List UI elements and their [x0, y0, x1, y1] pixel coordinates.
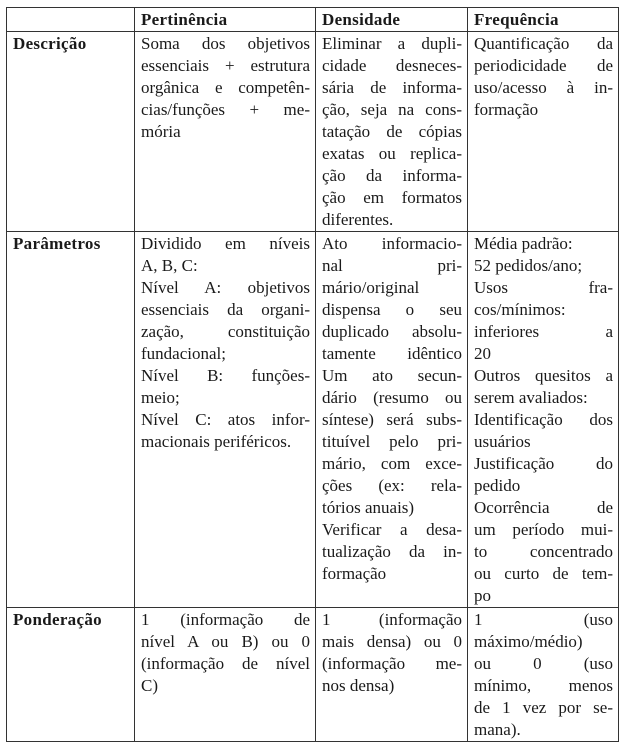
- cell-text-line: dário (resumo ou: [322, 388, 462, 407]
- cell-text-line: C): [141, 676, 158, 695]
- cell-text-line: tituível pelo pri-: [322, 432, 462, 451]
- cell-text-line: Eliminar a dupli-: [322, 34, 462, 53]
- cell-text-line: Ato informacio-: [322, 234, 462, 253]
- cell-text-line: (informação me-: [322, 654, 462, 673]
- column-header-densidade: Densidade: [316, 8, 468, 32]
- cell-text-line: formação: [322, 564, 387, 583]
- cell-text-line: Soma dos objetivos: [141, 34, 310, 53]
- cell-text-line: usuários: [474, 432, 531, 451]
- cell-text-line: essenciais + estrutura: [141, 56, 310, 75]
- cell-text-line: máximo/médio): [474, 632, 583, 651]
- cell-text-line: exatas ou replica-: [322, 144, 462, 163]
- column-header-pertinencia: Pertinência: [135, 8, 316, 32]
- cell-descricao-pertinencia: [135, 32, 316, 232]
- cell-text-line: mais densa) ou 0: [322, 632, 462, 651]
- cell-text-line: sária de informa-: [322, 78, 462, 97]
- corner-cell: [7, 8, 135, 32]
- row-header-descricao: Descrição: [7, 32, 135, 232]
- cell-text-line: Ocorrência de: [474, 498, 613, 517]
- cell-text-line: to concentrado: [474, 542, 613, 561]
- cell-text-line: ções (ex: rela-: [322, 476, 462, 495]
- cell-text-line: Outros quesitos a: [474, 366, 613, 385]
- row-header-parametros: Parâmetros: [7, 232, 135, 608]
- cell-text-line: ção em formatos: [322, 188, 462, 207]
- cell-text-line: síntese) será subs-: [322, 410, 462, 429]
- cell-text-line: tórios anuais): [322, 498, 415, 517]
- row-header-ponderacao: Ponderação: [7, 608, 135, 742]
- table-row-ponderacao: [7, 608, 619, 742]
- cell-text-line: A, B, C:: [141, 256, 198, 275]
- cell-text-line: 1 (informação de: [141, 610, 310, 629]
- cell-text-line: Média padrão:: [474, 234, 573, 253]
- cell-text-line: mínimo, menos: [474, 676, 613, 695]
- cell-parametros-pertinencia: [135, 232, 316, 608]
- cell-text-line: Nível C: atos infor-: [141, 410, 310, 429]
- cell-text-line: Verificar a desa-: [322, 520, 462, 539]
- cell-text-line: ou 0 (uso: [474, 654, 613, 673]
- cell-text-line: 1 (uso: [474, 610, 613, 629]
- cell-text-line: essenciais da organi-: [141, 300, 310, 319]
- cell-text-line: ção, seja na cons-: [322, 100, 462, 119]
- cell-text-line: mário, com exce-: [322, 454, 462, 473]
- cell-text-line: ção da informa-: [322, 166, 462, 185]
- cell-text-line: ou curto de tem-: [474, 564, 613, 583]
- cell-text-line: de 1 vez por se-: [474, 698, 613, 717]
- cell-text-line: tualização da in-: [322, 542, 462, 561]
- cell-text-line: dispensa o seu: [322, 300, 462, 319]
- cell-text-line: zação, constituição: [141, 322, 310, 341]
- cell-text-line: Nível A: objetivos: [141, 278, 310, 297]
- cell-text-line: Identificação dos: [474, 410, 613, 429]
- cell-text-line: uso/acesso à in-: [474, 78, 613, 97]
- cell-text-line: meio;: [141, 388, 180, 407]
- cell-text-line: um período mui-: [474, 520, 613, 539]
- cell-text-line: tatação de cópias: [322, 122, 462, 141]
- cell-ponderacao-frequencia: [468, 608, 619, 742]
- cell-text-line: mória: [141, 122, 181, 141]
- cell-text-line: mana).: [474, 720, 521, 739]
- cell-text-line: cos/mínimos:: [474, 300, 566, 319]
- cell-text-line: Justificação do: [474, 454, 613, 473]
- cell-text-line: 52 pedidos/ano;: [474, 256, 583, 275]
- cell-descricao-densidade: [316, 32, 468, 232]
- table-row-parametros: [7, 232, 619, 608]
- cell-text-line: serem avaliados:: [474, 388, 588, 407]
- cell-text-line: macionais periféricos.: [141, 432, 292, 451]
- cell-text-line: mário/original: [322, 278, 420, 297]
- cell-parametros-densidade: [316, 232, 468, 608]
- cell-parametros-frequencia: [468, 232, 619, 608]
- cell-text-line: Usos fra-: [474, 278, 613, 297]
- cell-text-line: cias/funções + me-: [141, 100, 310, 119]
- cell-ponderacao-densidade: [316, 608, 468, 742]
- cell-text-line: 20: [474, 344, 491, 363]
- cell-text-line: pedido: [474, 476, 521, 495]
- cell-text-line: diferentes.: [322, 210, 394, 229]
- cell-text-line: Quantificação da: [474, 34, 613, 53]
- cell-text-line: nal pri-: [322, 256, 462, 275]
- cell-text-line: nos densa): [322, 676, 395, 695]
- cell-text-line: inferiores a: [474, 322, 613, 341]
- cell-text-line: formação: [474, 100, 539, 119]
- cell-text-line: (informação de nível: [141, 654, 310, 673]
- cell-text-line: orgânica e competên-: [141, 78, 310, 97]
- cell-descricao-frequencia: [468, 32, 619, 232]
- cell-text-line: periodicidade de: [474, 56, 613, 75]
- criteria-table: [6, 7, 619, 742]
- cell-text-line: Nível B: funções-: [141, 366, 310, 385]
- cell-text-line: duplicado absolu-: [322, 322, 462, 341]
- cell-text-line: po: [474, 586, 491, 605]
- cell-text-line: 1 (informação: [322, 610, 462, 629]
- cell-text-line: fundacional;: [141, 344, 226, 363]
- cell-text-line: nível A ou B) ou 0: [141, 632, 310, 651]
- cell-text-line: tamente idêntico: [322, 344, 462, 363]
- cell-text-line: Dividido em níveis: [141, 234, 310, 253]
- cell-text-line: cidade desneces-: [322, 56, 462, 75]
- column-header-frequencia: Frequência: [468, 8, 619, 32]
- cell-text-line: Um ato secun-: [322, 366, 462, 385]
- cell-ponderacao-pertinencia: [135, 608, 316, 742]
- table-row-descricao: [7, 32, 619, 232]
- header-row: [7, 8, 619, 32]
